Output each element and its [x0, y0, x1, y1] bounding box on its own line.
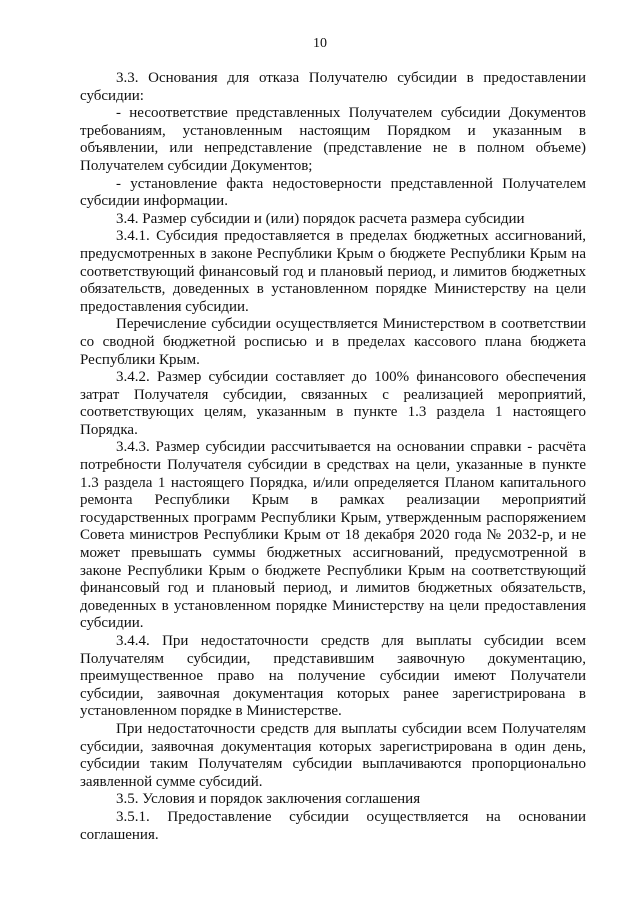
paragraph-3-3: 3.3. Основания для отказа Получателю субсидии в предоставлении субсидии:: [80, 70, 586, 104]
paragraph-insufficiency: При недостаточности средств для выплаты субсидии всем Получателям субсидии, заявочная документация которых зарегистрирована в один день, субсидии таким Получателям субсидии выплачиваются пропорционально заявленной сумме субсидий.: [80, 720, 586, 790]
page-number: 10: [313, 36, 327, 51]
paragraph-3-5-1: 3.5.1. Предоставление субсидии осуществляется на основании соглашения.: [80, 808, 586, 843]
document-body: [80, 70, 586, 844]
paragraph-transfer: Перечисление субсидии осуществляется Министерством в соответствии со сводной бюджетной росписью и в пределах кассового плана бюджета Республики Крым.: [80, 316, 586, 368]
paragraph-3-4-1: 3.4.1. Субсидия предоставляется в пределах бюджетных ассигнований, предусмотренных в законе Республики Крым о бюджете Республики Крым на соответствующий финансовый год и плановый период, и лимитов бюджетных обязательств, доведенных в установленном порядке Министерству на цели предоставления субсидии.: [80, 228, 586, 315]
paragraph-3-4-3: 3.4.3. Размер субсидии рассчитывается на основании справки - расчёта потребности Получателя субсидии в средствах на цели, указанные в пункте 1.3 раздела 1 настоящего Порядка, и/или определяется Планом капитального ремонта Республики Крым в рамках реализации мероприятий государственных программ Республики Крым, утвержденным распоряжением Совета министров Республики Крым от 18 декабря 2020 года № 2032-р, и не может превышать суммы бюджетных ассигнований, предусмотренной в законе Республики Крым о бюджете Республики Крым на соответствующий финансовый год и плановый период, и лимитов бюджетных обязательств, доведенных в установленном порядке Министерству на цели предоставления субсидии.: [80, 439, 586, 632]
paragraph-3-4-heading: 3.4. Размер субсидии и (или) порядок расчета размера субсидии: [116, 210, 525, 227]
paragraph-3-4-4: 3.4.4. При недостаточности средств для выплаты субсидии всем Получателям субсидии, представившим заявочную документацию, преимущественное право на получение субсидии имеют Получатели субсидии, заявочная документация которых ранее зарегистрирована в установленном порядке в Министерстве.: [80, 633, 586, 720]
paragraph-3-3-item-2: - установление факта недостоверности представленной Получателем субсидии информации.: [80, 175, 586, 210]
paragraph-3-5-heading: 3.5. Условия и порядок заключения соглашения: [116, 791, 421, 808]
paragraph-3-4-2: 3.4.2. Размер субсидии составляет до 100% финансового обеспечения затрат Получателя субсидии, связанных с реализацией мероприятий, соответствующих целям, указанным в пункте 1.3 раздела 1 настоящего Порядка.: [80, 369, 586, 438]
paragraph-3-3-item-1: - несоответствие представленных Получателем субсидии Документов требованиям, установленным настоящим Порядком и указанным в объявлении, или непредставление (представление не в полном объеме) Получателем субсидии Документов;: [80, 105, 586, 174]
